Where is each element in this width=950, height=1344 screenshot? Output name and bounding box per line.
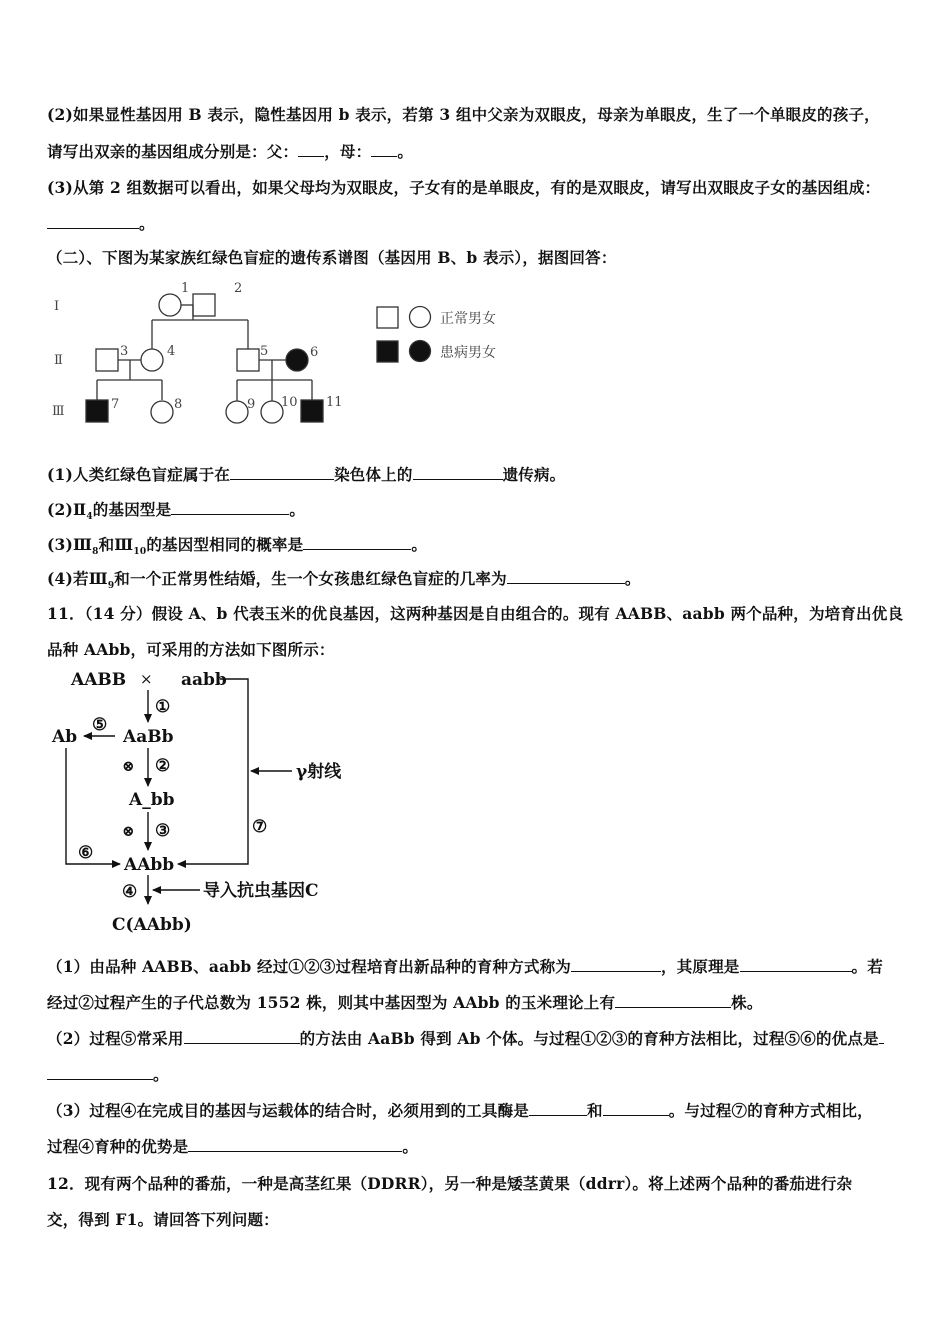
answer-blank[interactable] (371, 142, 397, 157)
individual-number: 3 (120, 344, 129, 359)
target-aabb: AAbb (124, 855, 175, 875)
answer-blank[interactable] (171, 500, 289, 515)
pedigree-question-3: $(3)Ⅲ_8$和$Ⅲ_{10}$的基因型相同的概率是 。 (47, 535, 428, 558)
pedigree-question-1: (1)人类红绿色盲症属于在 染色体上的 遗传病。 (47, 465, 566, 484)
q11-part-3-line-1: （3）过程④在完成目的基因与运载体的结合时，必须用到的工具酶是 和 。与过程⑦的育种方式相比， (47, 1101, 873, 1120)
gen-label-2: Ⅱ (54, 353, 63, 368)
answer-blank[interactable] (184, 1029, 300, 1044)
individual-number: 5 (260, 344, 269, 359)
q11-part-2-line-1: （2）过程⑤常采用 的方法由 AaBb 得到 Ab 个体。与过程①②③的育种方法相比，过程⑤⑥的优点是 (47, 1027, 884, 1049)
step-4-label: ④ (122, 882, 138, 902)
q12-line-1: 12．现有两个品种的番茄，一种是高茎红果（DDRR），另一种是矮茎黄果（ddrr）。将上述两个品种的番茄进行杂 (47, 1174, 853, 1193)
pedigree-chart (40, 272, 530, 432)
individual-number: 8 (174, 397, 183, 412)
step-6-label: ⑥ (78, 843, 94, 863)
q12-line-2: 交，得到 F1。请回答下列问题： (47, 1210, 279, 1229)
individual-number: 11 (326, 395, 343, 410)
answer-blank[interactable] (603, 1101, 669, 1116)
gen-label-1: Ⅰ (54, 299, 60, 314)
question-3-line-1: (3)从第 2 组数据可以看出，如果父母均为双眼皮，子女有的是单眼皮，有的是双眼皮，请写出双眼皮子女的基因组成： (47, 178, 881, 197)
answer-blank[interactable] (413, 465, 503, 480)
answer-blank[interactable] (303, 535, 411, 550)
question-2-line-2: 请写出双亲的基因组成分别是：父： ，母： 。 (47, 142, 414, 161)
gen-label-3: Ⅲ (52, 404, 65, 419)
legend-normal-label: 正常男女 (440, 311, 496, 327)
gamma-ray-label: γ射线 (296, 762, 342, 782)
cross-symbol: × (140, 670, 153, 688)
answer-blank[interactable] (529, 1101, 587, 1116)
q11-part-3-line-2: 过程④育种的优势是 。 (47, 1137, 419, 1156)
q11-part-1-line-2: 经过②过程产生的子代总数为 1552 株，则其中基因型为 AAbb 的玉米理论上有 株。 (47, 993, 763, 1012)
answer-blank[interactable] (879, 1029, 884, 1044)
section-heading: （二）、下图为某家族红绿色盲症的遗传系谱图（基因用 B、b 表示），据图回答： (47, 248, 617, 267)
answer-blank[interactable] (188, 1137, 402, 1152)
question-3-line-2: 。 (47, 212, 155, 234)
answer-blank[interactable] (298, 142, 324, 157)
parent-aabb-dominant: AABB (71, 670, 127, 690)
q11-part-2-line-2: 。 (47, 1063, 169, 1085)
individual-number: 4 (167, 344, 176, 359)
selfing-symbol: ⊗ (122, 757, 135, 775)
pedigree-question-4: (4)若$Ⅲ_9$和一个正常男性结婚，生一个女孩患红绿色盲症的几率为 。 (47, 569, 641, 592)
f2-a-bb: A_bb (129, 790, 175, 810)
q11-part-1-line-1: （1）由品种 AABB、aabb 经过①②③过程培育出新品种的育种方式称为 ，其原理是 。若 (47, 957, 883, 976)
insert-gene-label: 导入抗虫基因C (203, 881, 319, 901)
step-2-label: ② (155, 756, 171, 776)
answer-blank[interactable] (615, 993, 731, 1008)
answer-blank[interactable] (571, 957, 661, 972)
pedigree-question-2: $(2)Ⅱ_4$的基因型是 。 (47, 500, 306, 523)
answer-blank[interactable] (740, 957, 852, 972)
parent-aabb-recessive: aabb (181, 670, 227, 690)
step-7-label: ⑦ (252, 817, 268, 837)
result-c-aabb: C(AAbb) (112, 915, 192, 935)
legend-affected-label: 患病男女 (440, 345, 496, 361)
step-5-label: ⑤ (92, 715, 108, 735)
individual-number: 6 (310, 345, 319, 360)
breeding-flow-diagram (40, 662, 370, 942)
answer-blank[interactable] (47, 214, 139, 229)
answer-blank[interactable] (230, 465, 334, 480)
individual-number: 7 (111, 397, 120, 412)
individual-number: 9 (247, 397, 256, 412)
individual-number: 2 (234, 281, 243, 296)
question-2-line-1: (2)如果显性基因用 B 表示，隐性基因用 b 表示，若第 3 组中父亲为双眼皮，母亲为单眼皮，生了一个单眼皮的孩子， (47, 105, 880, 124)
answer-blank[interactable] (47, 1065, 153, 1080)
step-3-label: ③ (155, 821, 171, 841)
q11-intro-line-2: 品种 AAbb，可采用的方法如下图所示： (47, 640, 335, 659)
q11-intro-line-1: 11．（14 分）假设 A、b 代表玉米的优良基因，这两种基因是自由组合的。现有 AABB、aabb 两个品种，为培育出优良 (47, 604, 904, 623)
individual-number: 1 (181, 281, 190, 296)
individual-number: 10 (281, 395, 298, 410)
answer-blank[interactable] (507, 569, 625, 584)
step-1-label: ① (155, 697, 171, 717)
f1-aabb: AaBb (123, 727, 174, 747)
selfing-symbol: ⊗ (122, 822, 135, 840)
haploid-ab: Ab (52, 727, 78, 747)
